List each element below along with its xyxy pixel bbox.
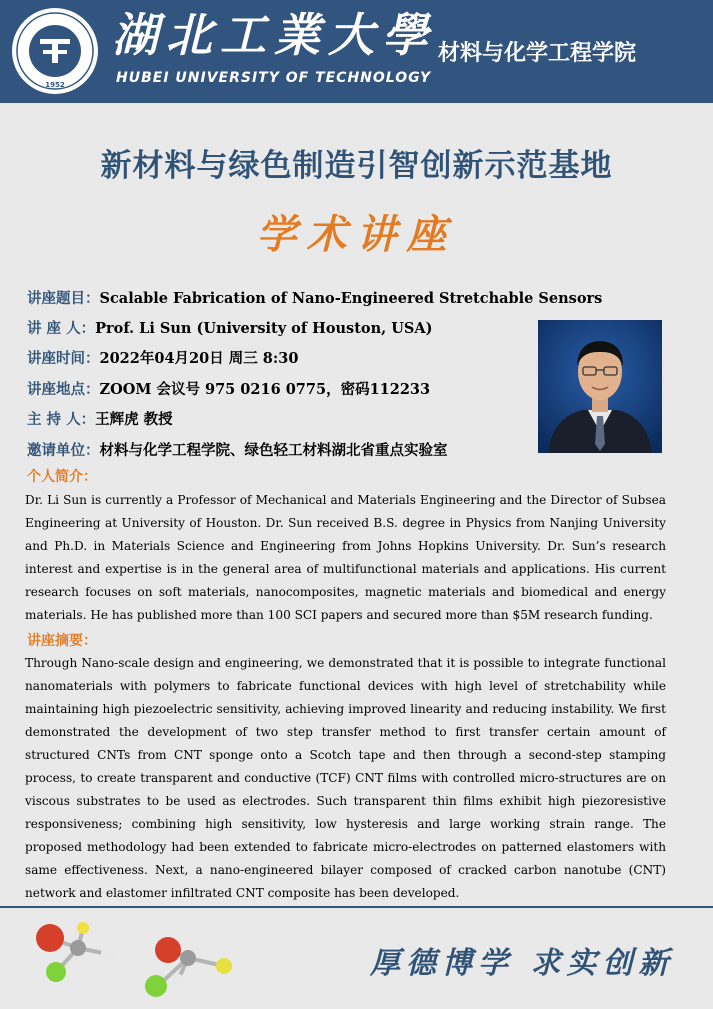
info-speaker <box>27 319 432 339</box>
lecture-title: 学术讲座 <box>256 211 457 258</box>
speaker-photo <box>538 320 662 453</box>
info-value: 王辉虎 教授 <box>95 411 173 428</box>
info-value: ZOOM 会议号 975 0216 0775，密码112233 <box>99 381 431 398</box>
info-label: 邀请单位： <box>27 442 100 459</box>
info-topic <box>27 289 602 309</box>
info-value: 2022年04月20日 周三 8:30 <box>99 350 299 367</box>
university-motto: 厚德博学 求实创新 <box>370 946 675 981</box>
university-logo-icon <box>10 6 100 96</box>
info-time <box>27 349 298 369</box>
info-value: Prof. Li Sun (University of Houston, USA) <box>95 320 433 337</box>
info-label: 讲 座 人： <box>27 320 96 337</box>
info-label: 讲座地点： <box>27 381 100 398</box>
bio-heading: 个人简介： <box>27 469 97 485</box>
main-title: 新材料与绿色制造引智创新示范基地 <box>100 148 613 184</box>
speaker-portrait-icon <box>538 320 662 453</box>
bio-text: Dr. Li Sun is currently a Professor of Mechanical and Materials Engineering and the Director of Subsea Engineering at University of Houston. Dr. Sun received B.S. degree in Physics from Nanjing University and Ph.D. in Materials Science and Engineering from Johns Hopkins University. Dr. Sun’s research interest and expertise is in the general area of multifunctional materials and applications. His current research focuses on soft materials, nanocomposites, magnetic materials and biomedical and energy materials. He has published more than 100 SCI papers and secured more than $5M research funding. <box>25 493 666 622</box>
info-value: Scalable Fabrication of Nano-Engineered Stretchable Sensors <box>99 290 603 307</box>
abstract-text: Through Nano-scale design and engineering, we demonstrated that it is possible to integrate functional nanomaterials with polymers to fabricate functional devices with high level of stretchability while maintaining high piezoelectric sensitivity, achieving improved linearity and reducing instability. We first demonstrated the development of two step transfer method to first transfer certain amount of structured CNTs from CNT sponge onto a Scotch tape and then through a second-step stamping process, to create transparent and conductive (TCF) CNT films with controlled micro-structures are on viscous substrates to be used as electrodes. Such transparent thin films exhibit high piezoresistive responsiveness; combining high sensitivity, low hysteresis and large working strain range. The proposed methodology had been extended to fabricate micro-electrodes on patterned elastomers with same effectiveness. Next, a nano-engineered bilayer composed of cracked carbon nanotube (CNT) network and elastomer infiltrated CNT composite has been developed. <box>25 656 666 900</box>
footer-divider <box>0 906 713 908</box>
university-name-cn: 湖北工業大學 <box>112 8 436 62</box>
info-value: 材料与化学工程学院、绿色轻工材料湖北省重点实验室 <box>99 442 448 459</box>
info-inviter <box>27 441 448 461</box>
college-name: 材料与化学工程学院 <box>438 40 637 66</box>
info-label: 讲座题目： <box>27 290 100 307</box>
info-host <box>27 410 173 430</box>
university-name-en: HUBEI UNIVERSITY OF TECHNOLOGY <box>116 70 432 86</box>
info-label: 主 持 人： <box>27 411 96 428</box>
molecule-icon <box>28 920 258 1000</box>
header-bar <box>0 0 713 103</box>
info-location <box>27 380 430 400</box>
abstract-heading: 讲座摘要： <box>27 633 97 649</box>
info-label: 讲座时间： <box>27 350 100 367</box>
svg-text:1952: 1952 <box>45 81 65 89</box>
